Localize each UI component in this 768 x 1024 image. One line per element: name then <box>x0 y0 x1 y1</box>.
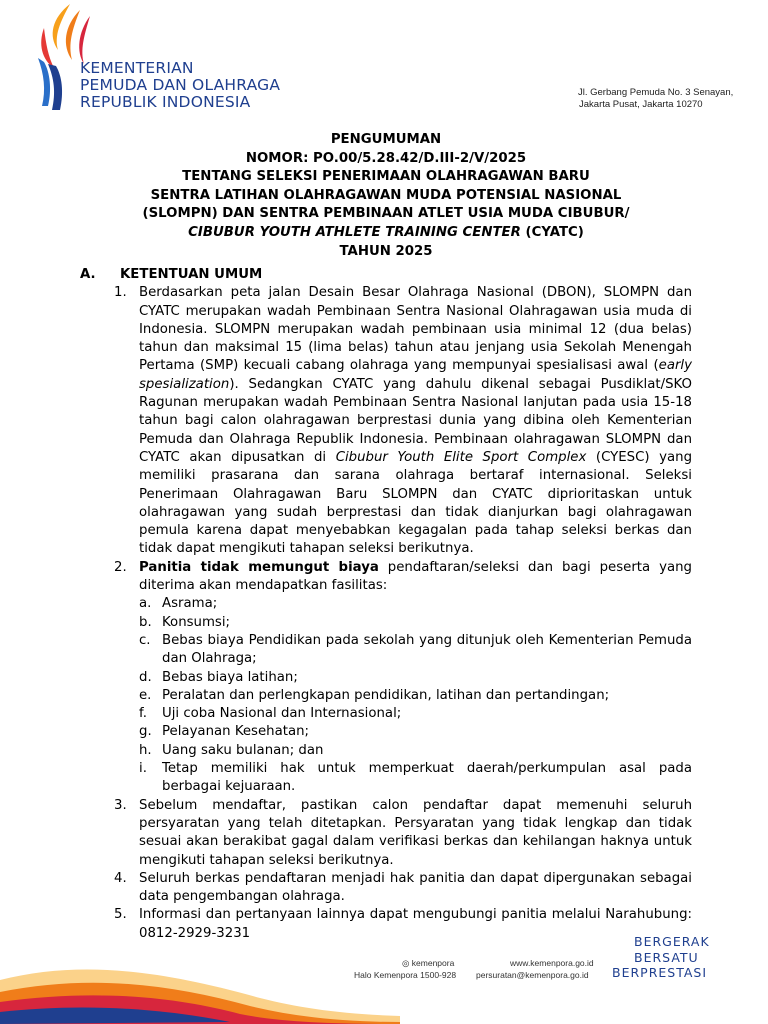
facility-item <box>139 742 692 760</box>
ministry-line-1: KEMENTERIAN <box>80 59 194 77</box>
ministry-line-3: REPUBLIK INDONESIA <box>80 93 251 111</box>
facility-item <box>139 705 692 723</box>
item-2-text-bold: Panitia tidak memungut biaya <box>139 559 379 575</box>
section-general-provisions <box>80 266 692 943</box>
halo-kemenpora: Halo Kemenpora 1500-928 <box>354 970 457 980</box>
item-4-text: Seluruh berkas pendaftaran menjadi hak panitia dan dapat dipergunakan sebagai data pengembangan olahraga. <box>139 870 692 905</box>
item-1-text-e: (CYESC) yang memiliki prasarana dan sarana olahraga bertaraf internasional. Seleksi Penerimaan Olahragawan Baru SLOMPN dan CYATC diprioritaskan untuk olahragawan yang sudah berprestasi dan tidak dianjurkan bagi olahragawan pemula karena dapat menyebabkan kegagalan pada tahap seleksi berkas dan tidak dapat mengikuti tahapan seleksi berikutnya. <box>139 449 693 557</box>
facility-letter: a. <box>139 596 152 612</box>
item-1-text-d: Cibubur Youth Elite Sport Complex <box>335 449 587 465</box>
instagram-handle[interactable] <box>402 958 454 970</box>
item-number: 2. <box>114 559 127 575</box>
item-1-text-b: early spesialization <box>139 358 692 392</box>
facility-text: Tetap memiliki hak untuk memperkuat daerah/perkumpulan asal pada berbagai kejuaraan. <box>162 761 692 795</box>
heading-line-6-italic: CIBUBUR YOUTH ATHLETE TRAINING CENTER <box>188 224 521 240</box>
heading-line-2: NOMOR: PO.00/5.28.42/D.III-2/V/2025 <box>245 150 527 166</box>
ministry-line-2: PEMUDA DAN OLAHRAGA <box>80 76 281 94</box>
tagline-line-1: BERGERAK <box>634 934 710 949</box>
heading-line-6 <box>80 224 692 243</box>
announcement-heading <box>80 131 692 261</box>
section-letter: A. <box>80 267 96 282</box>
facility-text: Konsumsi; <box>162 614 231 630</box>
item-number: 1. <box>114 285 127 301</box>
address-block <box>578 87 748 111</box>
provision-item-4 <box>114 870 692 907</box>
address-line-1: Jl. Gerbang Pemuda No. 3 Senayan, <box>578 87 734 98</box>
tagline <box>612 934 710 981</box>
address-line-2: Jakarta Pusat, Jakarta 10270 <box>579 99 703 110</box>
heading-line-5: (SLOMPN) DAN SENTRA PEMBINAAN ATLET USIA MUDA CIBUBUR/ <box>142 206 630 222</box>
instagram-icon: ◎ <box>402 958 412 968</box>
facility-item <box>139 723 692 741</box>
provisions-list <box>114 284 692 943</box>
ministry-name <box>80 60 280 111</box>
item-2-text-rest: pendaftaran/seleksi dan bagi peserta yang diterima akan mendapatkan fasilitas: <box>139 559 692 594</box>
email-link[interactable]: persuratan@kemenpora.go.id <box>476 970 589 980</box>
provision-item-3 <box>114 797 692 870</box>
item-number: 5. <box>114 907 127 923</box>
facility-letter: b. <box>139 614 152 630</box>
item-5-text: Informasi dan pertanyaan lainnya dapat mengubungi panitia melalui Narahubung: 0812-2929-3231 <box>139 907 692 941</box>
facility-text: Pelayanan Kesehatan; <box>162 724 310 740</box>
footer-wave-graphic <box>0 940 400 1024</box>
website-link[interactable]: www.kemenpora.go.id <box>510 958 594 968</box>
facility-letter: f. <box>139 706 147 722</box>
section-title <box>80 266 692 284</box>
facilities-list <box>139 595 692 796</box>
item-1-text-a: Berdasarkan peta jalan Desain Besar Olahraga Nasional (DBON), SLOMPN dan CYATC merupakan wadah Pembinaan Sentra Nasional Olahragawan usia muda di Indonesia. SLOMPN merupakan wadah pembinaan usia minimal 12 (dua belas) tahun dan maksimal 15 (lima belas) tahun atau jenjang usia Sekolah Menengah Pertama (SMP) kecuali cabang olahraga yang mempunyai spesialisasi awal ( <box>139 285 692 374</box>
tagline-line-3: BERPRESTASI <box>612 965 708 980</box>
heading-line-1: PENGUMUMAN <box>330 132 442 147</box>
facility-item <box>139 632 692 669</box>
facility-item <box>139 760 692 797</box>
heading-line-3: TENTANG SELEKSI PENERIMAAN OLAHRAGAWAN BARU <box>182 169 590 185</box>
item-number: 3. <box>114 797 127 813</box>
tagline-line-2: BERSATU <box>634 949 699 965</box>
facility-letter: h. <box>139 742 152 758</box>
facility-text: Uang saku bulanan; dan <box>162 742 324 758</box>
facility-item <box>139 669 692 687</box>
instagram-text: kemenpora <box>411 958 455 968</box>
facility-text: Asrama; <box>162 596 218 612</box>
heading-line-4: SENTRA LATIHAN OLAHRAGAWAN MUDA POTENSIAL NASIONAL <box>150 187 622 203</box>
item-1-text-c: ). Sedangkan CYATC yang dahulu dikenal sebagai Pusdiklat/SKO Ragunan merupakan wadah Pembinaan Sentra Nasional lanjutan pada usia 15-18 tahun bagi calon olahragawan berprestasi dunia yang dibina oleh Kementerian Pemuda dan Olahraga Republik Indonesia. Pembinaan olahragawan SLOMPN dan CYATC akan dipusatkan di <box>139 376 692 465</box>
facility-letter: g. <box>139 724 152 740</box>
facility-letter: c. <box>139 632 151 648</box>
facility-text: Uji coba Nasional dan Internasional; <box>162 706 402 722</box>
provision-item-1 <box>114 284 692 558</box>
facility-text: Peralatan dan perlengkapan pendidikan, latihan dan pertandingan; <box>162 687 610 703</box>
provision-item-5 <box>114 906 692 943</box>
facility-item <box>139 595 692 613</box>
facility-item <box>139 614 692 632</box>
section-title-text: KETENTUAN UMUM <box>120 267 263 282</box>
heading-line-6-rest: (CYATC) <box>520 224 584 240</box>
item-number: 4. <box>114 870 127 886</box>
facility-letter: e. <box>139 687 152 703</box>
item-3-text: Sebelum mendaftar, pastikan calon pendaftar dapat memenuhi seluruh persyaratan yang telah ditetapkan. Persyaratan yang tidak lengkap dan tidak sesuai akan berakibat gagal dalam verifikasi berkas dan kehilangan haknya untuk mengikuti tahapan seleksi berikutnya. <box>139 797 692 868</box>
heading-line-7: TAHUN 2025 <box>339 243 433 259</box>
facility-item <box>139 687 692 705</box>
ministry-logo <box>34 2 334 112</box>
facility-text: Bebas biaya Pendidikan pada sekolah yang ditunjuk oleh Kementerian Pemuda dan Olahraga; <box>162 632 692 667</box>
provision-item-2 <box>114 559 692 797</box>
facility-letter: i. <box>139 761 147 777</box>
facility-letter: d. <box>139 669 152 685</box>
facility-text: Bebas biaya latihan; <box>162 669 298 685</box>
